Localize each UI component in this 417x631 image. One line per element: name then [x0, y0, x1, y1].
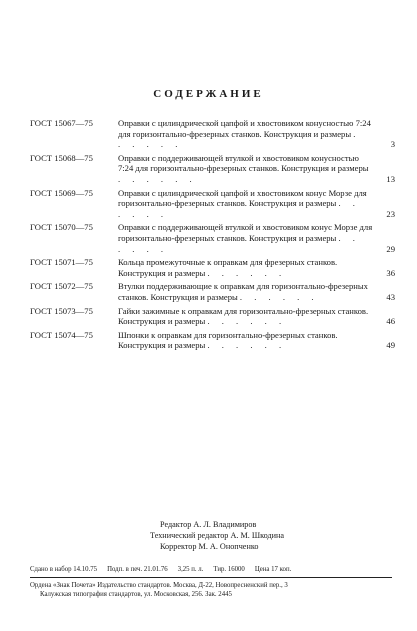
toc-entry: [30, 257, 395, 278]
toc-gost-number: ГОСТ 15074—75: [30, 329, 93, 340]
toc-entry-title: Втулки поддерживающие к оправкам для горизонтально-фрезерных станков. Конструкция и размеры: [118, 281, 368, 302]
toc-page-number: 46: [386, 316, 395, 327]
table-of-contents: [30, 118, 395, 354]
page-title: СОДЕРЖАНИЕ: [153, 88, 264, 100]
toc-page-number: 36: [386, 267, 395, 278]
toc-gost-number: ГОСТ 15070—75: [30, 222, 93, 233]
toc-leader-dots: . . . . . .: [118, 232, 360, 254]
price: Цена 17 коп.: [254, 566, 292, 573]
editor-credit: Редактор А. Л. Владимиров: [160, 520, 257, 529]
toc-leader-dots: . . . . . .: [207, 340, 287, 351]
toc-entry-title: Оправки с цилиндрической цапфой и хвостовиком конус Морзе для горизонтально-фрезерных станков. Конструкция и размеры: [118, 187, 367, 209]
publisher-line: Ордена «Знак Почета» Издательство стандартов. Москва, Д-22, Новопресненский пер., 3: [30, 582, 288, 589]
toc-entry-title: Оправки с поддерживающей втулкой и хвостовиком конус Морзе для горизонтально-фрезерных станков. Конструкция и размеры: [118, 222, 373, 243]
toc-entry: [30, 118, 395, 150]
printer-line: Калужская типография стандартов, ул. Московская, 256. Зак. 2445: [40, 591, 232, 598]
toc-gost-number: ГОСТ 15073—75: [30, 305, 93, 316]
toc-page-number: 3: [390, 139, 395, 150]
printed-sheets: 3,25 п. л.: [177, 566, 204, 573]
toc-entry-title: Оправки с цилиндрической цапфой и хвостовиком конусностью 7:24 для горизонтально-фрезерных станков. Конструкция и размеры: [118, 118, 371, 139]
toc-entry: [30, 306, 395, 327]
publisher-imprint: [30, 581, 392, 599]
toc-gost-number: ГОСТ 15067—75: [30, 118, 93, 128]
toc-entry-title: Оправки с поддерживающей втулкой и хвостовиком конусностью 7:24 для горизонтально-фрезерных станков. Конструкция и размеры: [118, 152, 369, 174]
toc-leader-dots: . . . . . .: [207, 267, 287, 278]
signed-date: Подп. в печ. 21.01.76: [107, 566, 168, 573]
toc-entry: [30, 281, 395, 302]
toc-entry-title: Шпонки к оправкам для горизонтально-фрезерных станков. Конструкция и размеры: [118, 329, 338, 351]
toc-entry: [30, 222, 395, 254]
divider: [30, 577, 392, 578]
toc-entry-title: Кольца промежуточные к оправкам для фрезерных станков. Конструкция и размеры: [118, 257, 338, 278]
tech-editor-credit: Технический редактор А. М. Шкодина: [150, 531, 285, 540]
toc-page-number: 13: [386, 173, 395, 184]
publication-details: [30, 566, 392, 573]
toc-leader-dots: . . . . . .: [118, 173, 197, 184]
toc-gost-number: ГОСТ 15071—75: [30, 257, 93, 268]
toc-leader-dots: . . . . . .: [118, 198, 360, 219]
toc-entry: [30, 330, 395, 351]
toc-page-number: 43: [386, 291, 395, 302]
corrector-credit: Корректор М. А. Онопченко: [160, 542, 259, 551]
toc-page-number: 29: [386, 243, 395, 254]
toc-page-number: 49: [386, 340, 395, 351]
toc-entry-title: Гайки зажимные к оправкам для горизонтально-фрезерных станков. Конструкция и размеры: [118, 305, 369, 327]
toc-page-number: 23: [386, 208, 395, 219]
toc-entry: [30, 153, 395, 185]
toc-leader-dots: . . . . . .: [118, 128, 361, 150]
toc-leader-dots: . . . . . .: [207, 316, 287, 327]
toc-gost-number: ГОСТ 15072—75: [30, 281, 93, 292]
toc-leader-dots: . . . . . .: [239, 291, 319, 302]
toc-gost-number: ГОСТ 15069—75: [30, 187, 93, 198]
print-run: Тир. 16000: [213, 566, 245, 573]
toc-entry: [30, 188, 395, 220]
typeset-date: Сдано в набор 14.10.75: [30, 566, 98, 573]
editorial-credits: [150, 519, 380, 552]
toc-gost-number: ГОСТ 15068—75: [30, 152, 93, 163]
